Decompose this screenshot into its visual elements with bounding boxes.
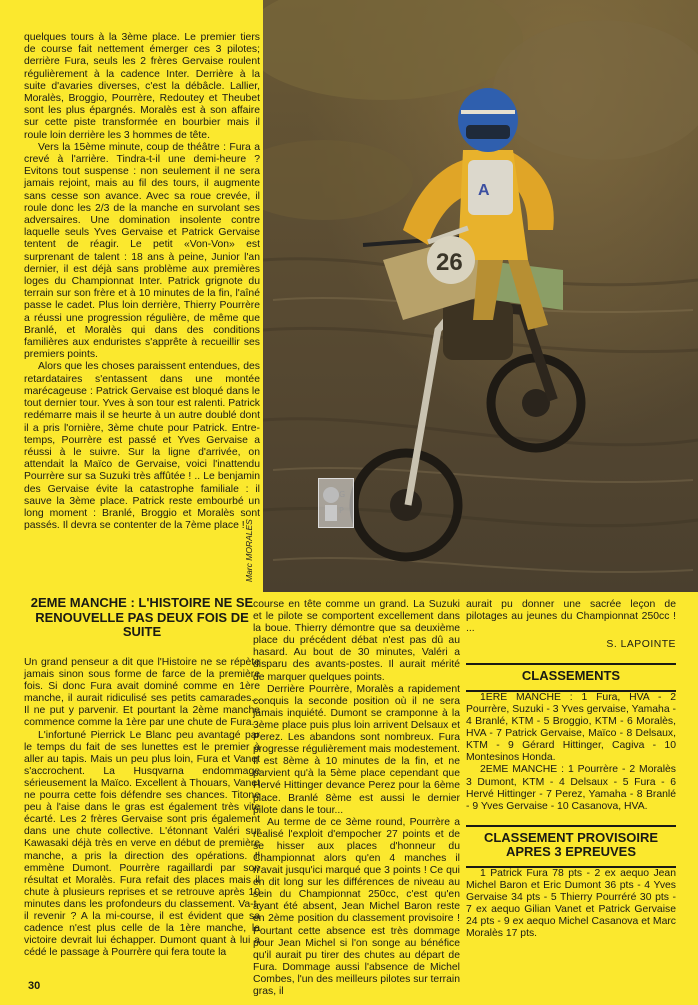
paragraph: L'infortuné Pierrick Le Blanc peu avantagé par le temps du fait de ses lunettes est le premier à aller au tapis. Mais un peu plus loin, Fura et Vanet s'accrochent. La Husqvarna endommage sérieusement la Maïco. Excellent à Thouars, Vanet ne pourra cette fois défendre ses chances. Titone peu à l'aise dans le gras est également très vite écarté. Les 2 frères Gervaise sont pris également dans une chute collective. L'étonnant Valéri sur Kawasaki déjà très en verve en début de première manche, a pris la direction des opérations. Il emmène Dumont. Pourrère ragaillardi par son résultat et Moralès. Fura refait des places mais il chute à plusieurs reprises et se retrouve après 10 minutes dans les profondeurs du classement. Va-t-il revenir ? A la mi-course, il est évident que sa cadence n'est plus celle de la 1ère manche, la victoire devrait lui échapper. Dumont quant à lui a cédé le passage à Pourrère qui fera toute la: [24, 729, 260, 959]
author-byline: S. LAPOINTE: [606, 639, 676, 651]
paragraph: Derrière Pourrère, Moralès a rapidement conquis la seconde position où il ne sera jamais inquiété. Dumont se cramponne à la 3ème place puis plus loin arrivent Delsaux et Perez. Les abandons sont nombreux. Fura progresse régulièrement mais modestement. Il est 8ème à 10 minutes de la fin, et ne parvient qu'à la 5ème place cependant que Hervé Hittinger devance Perez pour la 6ème place. Branlé 8ème est aussi le dernier pilote dans le tour...: [253, 683, 460, 816]
section-headline: 2EME MANCHE : L'HISTOIRE NE SE RENOUVELLE PAS DEUX FOIS DE SUITE: [30, 595, 254, 639]
library-stamp: [318, 478, 354, 528]
article-column-3: [466, 599, 676, 940]
paragraph: Alors que les choses paraissent entendues, des retardataires s'entassent dans une montée marécageuse : Patrick Gervaise est bloqué dans le tout dernier tour. Yves à son tour est ralenti. Patrick redémarre mais il se heurte à un autre doublé dont il a pris l'ornière, 3ème chute pour Patrick. Entre-temps, Pourrère est passé et Yves Gervaise a réussi à le suivre. Sur la ligne d'arrivée, on attendait la Maïco de Gervaise, voici l'inattendu Pourrère sur sa Suzuki très affûtée ! .. Le benjamin des Gervaise évite la catastrophe familiale : il sauve la 3ème place. Patrick reste embourbé un long moment : Branlé, Broggio et Moralès sont passés. Il devra se contenter de la 7ème place !: [24, 361, 260, 532]
paragraph: course en tête comme un grand. La Suzuki et le pilote se comportent excellement dans la boue. Thierry démontre que sa deuxième place du précédent débat n'est pas dû au hasard. Au bout de 30 minutes, Valéri a disparu des avants-postes. Il aurait mérité de marquer quelques points.: [253, 599, 460, 683]
provisional-standings-heading: CLASSEMENT PROVISOIRE APRES 3 EPREUVES: [466, 825, 676, 868]
classements-heading: CLASSEMENTS: [466, 663, 676, 692]
photo-credit: [244, 512, 260, 592]
paragraph: quelques tours à la 3ème place. Le premier tiers de course fait nettement émerger ces 3 pilotes; derrière Fura, seuls les 2 frères Gervaise roulent régulièrement à la cadence Inter. Derrière à la suite d'avaries diverses, c'est la débâcle. Lallier, Moralès, Broggio, Pourrère, Redoutey et Theubet sont les plus épargnés. Moralès est à son affaire sur cette piste transformée en bourbier mais il roule loin derrière les 3 hommes de tête.: [24, 32, 260, 141]
svg-text:A: A: [478, 182, 490, 199]
paragraph: Au terme de ce 3ème round, Pourrère a réalisé l'exploit d'empocher 27 points et de se hisser aux places d'honneur du Championnat alors qu'en 4 manches il n'avait jusqu'ici marqué que 3 points ! Ce qui en dit long sur les différences de niveau au sein du Championnat 250cc, c'est qu'en ayant été absent, Jean Michel Baron reste en 2ème position du classement provisoire ! Pourtant cette absence est très dommage pour Jean Michel si l'on songe au bénéfice qu'il aurait pu tirer des chutes au départ de Fura. Dommage aussi l'absence de Michel Combes, l'un des meilleurs pilotes sur terrain gras, il: [253, 816, 460, 997]
svg-text:P: P: [339, 506, 344, 515]
photo-credit-text: Marc MORALES: [244, 519, 254, 582]
svg-text:G: G: [339, 490, 346, 499]
provisional-standings: 1 Patrick Fura 78 pts - 2 ex aequo Jean Michel Baron et Eric Dumont 36 pts - 4 Yves Gervaise 34 pts - 5 Thierry Pourréré 30 pts - 7 ex aequo Gilian Vanet et Patrick Gervaise 24 pts - 9 ex aequo Michel Casanova et Marc Moralès 17 pts.: [466, 867, 676, 940]
article-column-2: [253, 599, 460, 998]
paragraph: Un grand penseur a dit que l'Histoire ne se répète jamais sinon sous forme de farce de la première fois. Si donc Fura avait dominé comme en 1ère manche, il aurait ridiculisé ses petits camarades... Il ne put y parvenir. Et pourtant la 2ème manche commence comme la 1ère par une chute de Fura.: [24, 657, 260, 729]
article-column-1: [24, 657, 260, 959]
paragraph: aurait pu donner une sacrée leçon de pilotages au jeunes du Championnat 250cc ! ...: [466, 599, 676, 635]
paragraph: Vers la 15ème minute, coup de théâtre : Fura a crevé à l'arrière. Tindra-t-il une demi-heure ? Evitons tout suspense : non seulement il ne sera jamais rejoint, mais au fil des tours, il augmente sans cesse son avance. Avec sa roue crevée, il roule donc les 2/3 de la manche en survolant ses adversaires. Une domination insolente contre laquelle seuls Yves Gervaise et Patrick Gervaise tentent de réagir. Le petit «Von-Von» est surprenant de talent : 18 ans à peine, Junior l'an dernier, il est déjà sans problème aux premières loges du Championnat Inter. Patrick grignote du terrain sur son frère et à 10 minutes de la fin, l'aîné passe le cadet. Plus loin derrière, Thierry Pourrère a réussi une progression régulière, de même que Branlé, et Moralès qui dans des conditions familières aux enduristes s'apprête à recueillir ses premiers points.: [24, 141, 260, 361]
bike-number: 26: [436, 249, 463, 276]
article-column-top: [24, 32, 260, 532]
page-number: 30: [28, 980, 41, 992]
results-manche-1: 1ERE MANCHE : 1 Fura, HVA - 2 Pourrère, Suzuki - 3 Yves gervaise, Yamaha - 4 Branlé, KTM - 5 Broggio, KTM - 6 Moralès, HVA - 7 Patrick Gervaise, Maïco - 8 Delsaux, KTM - 9 Gérard Hittinger, Cagiva - 10 Montesinos Honda.: [466, 691, 676, 764]
results-manche-2: 2EME MANCHE : 1 Pourrère - 2 Moralès 3 Dumont, KTM - 4 Delsaux - 5 Fura - 6 Hervé Hittinger - 7 Perez, Yamaha - 8 Branlé - 9 Yves Gervaise - 10 Casanova, HVA.: [466, 764, 676, 812]
